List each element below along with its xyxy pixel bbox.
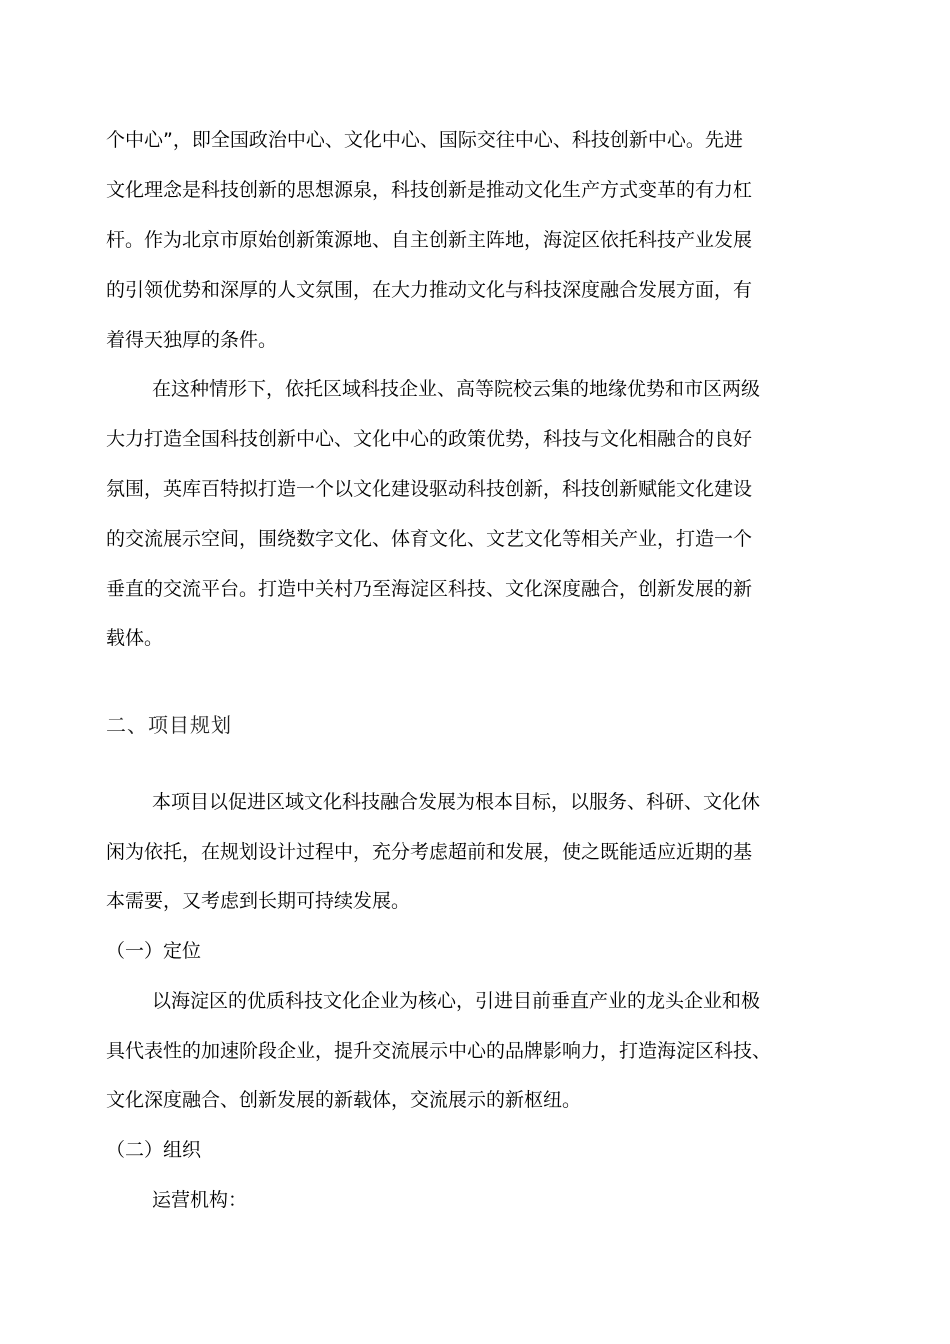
subsection-heading-organization: （二）组织 <box>106 1139 202 1161</box>
intro-paragraph-line: 着得天独厚的条件。 <box>106 329 278 351</box>
positioning-paragraph-line: 文化深度融合、创新发展的新载体，交流展示的新枢纽。 <box>106 1089 582 1111</box>
subsection-heading-positioning: （一）定位 <box>106 940 202 962</box>
intro-paragraph-line: 杆。作为北京市原始创新策源地、自主创新主阵地，海淀区依托科技产业发展 <box>106 229 753 251</box>
intro-paragraph-line: 文化理念是科技创新的思想源泉，科技创新是推动文化生产方式变革的有力杠 <box>106 179 753 201</box>
context-paragraph-line: 载体。 <box>106 627 164 649</box>
context-paragraph-line: 垂直的交流平台。打造中关村乃至海淀区科技、文化深度融合，创新发展的新 <box>106 578 753 600</box>
intro-paragraph-line: 的引领优势和深厚的人文氛围，在大力推动文化与科技深度融合发展方面，有 <box>106 279 753 301</box>
section-heading: 二、项目规划 <box>106 713 232 737</box>
positioning-paragraph-line: 具代表性的加速阶段企业，提升交流展示中心的品牌影响力，打造海淀区科技、 <box>106 1040 772 1062</box>
context-paragraph-line: 氛围，英库百特拟打造一个以文化建设驱动科技创新，科技创新赋能文化建设 <box>106 478 753 500</box>
planning-paragraph-line: 本需要，又考虑到长期可持续发展。 <box>106 890 411 912</box>
context-paragraph-line: 大力打造全国科技创新中心、文化中心的政策优势，科技与文化相融合的良好 <box>106 428 753 450</box>
planning-paragraph-line: 闲为依托，在规划设计过程中，充分考虑超前和发展，使之既能适应近期的基 <box>106 841 753 863</box>
intro-paragraph-line: 个中心”，即全国政治中心、文化中心、国际交往中心、科技创新中心。先进 <box>106 129 743 151</box>
planning-paragraph-line: 本项目以促进区域文化科技融合发展为根本目标，以服务、科研、文化休 <box>152 791 761 813</box>
organization-label: 运营机构： <box>152 1189 248 1211</box>
context-paragraph-line: 的交流展示空间，围绕数字文化、体育文化、文艺文化等相关产业，打造一个 <box>106 528 753 550</box>
context-paragraph-line: 在这种情形下，依托区域科技企业、高等院校云集的地缘优势和市区两级 <box>152 378 761 400</box>
positioning-paragraph-line: 以海淀区的优质科技文化企业为核心，引进目前垂直产业的龙头企业和极 <box>152 990 761 1012</box>
